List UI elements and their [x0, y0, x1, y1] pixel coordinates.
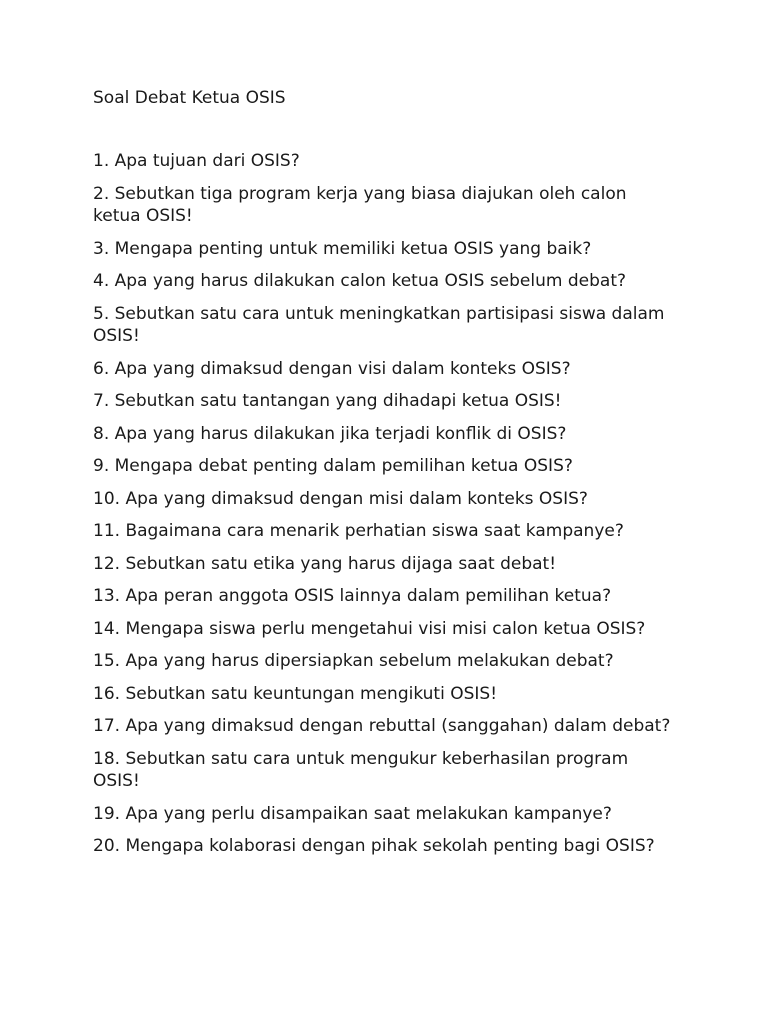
question-item: 17. Apa yang dimaksud dengan rebuttal (sanggahan) dalam debat? — [93, 716, 671, 736]
question-item: 10. Apa yang dimaksud dengan misi dalam konteks OSIS? — [93, 488, 588, 509]
document-title: Soal Debat Ketua OSIS — [93, 88, 286, 108]
question-list — [93, 150, 678, 868]
question-item: 8. Apa yang harus dilakukan jika terjadi konflik di OSIS? — [93, 423, 567, 444]
question-item: 16. Sebutkan satu keuntungan mengikuti OSIS! — [93, 683, 498, 704]
question-item: 9. Mengapa debat penting dalam pemilihan ketua OSIS? — [93, 456, 573, 476]
question-item: 11. Bagaimana cara menarik perhatian siswa saat kampanye? — [93, 521, 624, 541]
question-item: 6. Apa yang dimaksud dengan visi dalam konteks OSIS? — [93, 358, 571, 379]
question-item: 3. Mengapa penting untuk memiliki ketua OSIS yang baik? — [93, 238, 592, 259]
question-item: 13. Apa peran anggota OSIS lainnya dalam pemilihan ketua? — [93, 586, 612, 606]
question-item: 5. Sebutkan satu cara untuk meningkatkan partisipasi siswa dalam OSIS! — [93, 303, 665, 346]
question-item: 15. Apa yang harus dipersiapkan sebelum melakukan debat? — [93, 651, 614, 671]
question-item: 20. Mengapa kolaborasi dengan pihak sekolah penting bagi OSIS? — [93, 836, 655, 856]
question-item: 7. Sebutkan satu tantangan yang dihadapi ketua OSIS! — [93, 391, 562, 411]
question-item: 2. Sebutkan tiga program kerja yang biasa diajukan oleh calon ketua OSIS! — [93, 183, 627, 226]
question-item: 14. Mengapa siswa perlu mengetahui visi misi calon ketua OSIS? — [93, 618, 646, 639]
question-item: 1. Apa tujuan dari OSIS? — [93, 151, 300, 171]
question-item: 12. Sebutkan satu etika yang harus dijaga saat debat! — [93, 553, 557, 574]
question-item: 18. Sebutkan satu cara untuk mengukur keberhasilan program OSIS! — [93, 748, 629, 791]
question-item: 19. Apa yang perlu disampaikan saat melakukan kampanye? — [93, 803, 612, 824]
question-item: 4. Apa yang harus dilakukan calon ketua OSIS sebelum debat? — [93, 271, 627, 291]
